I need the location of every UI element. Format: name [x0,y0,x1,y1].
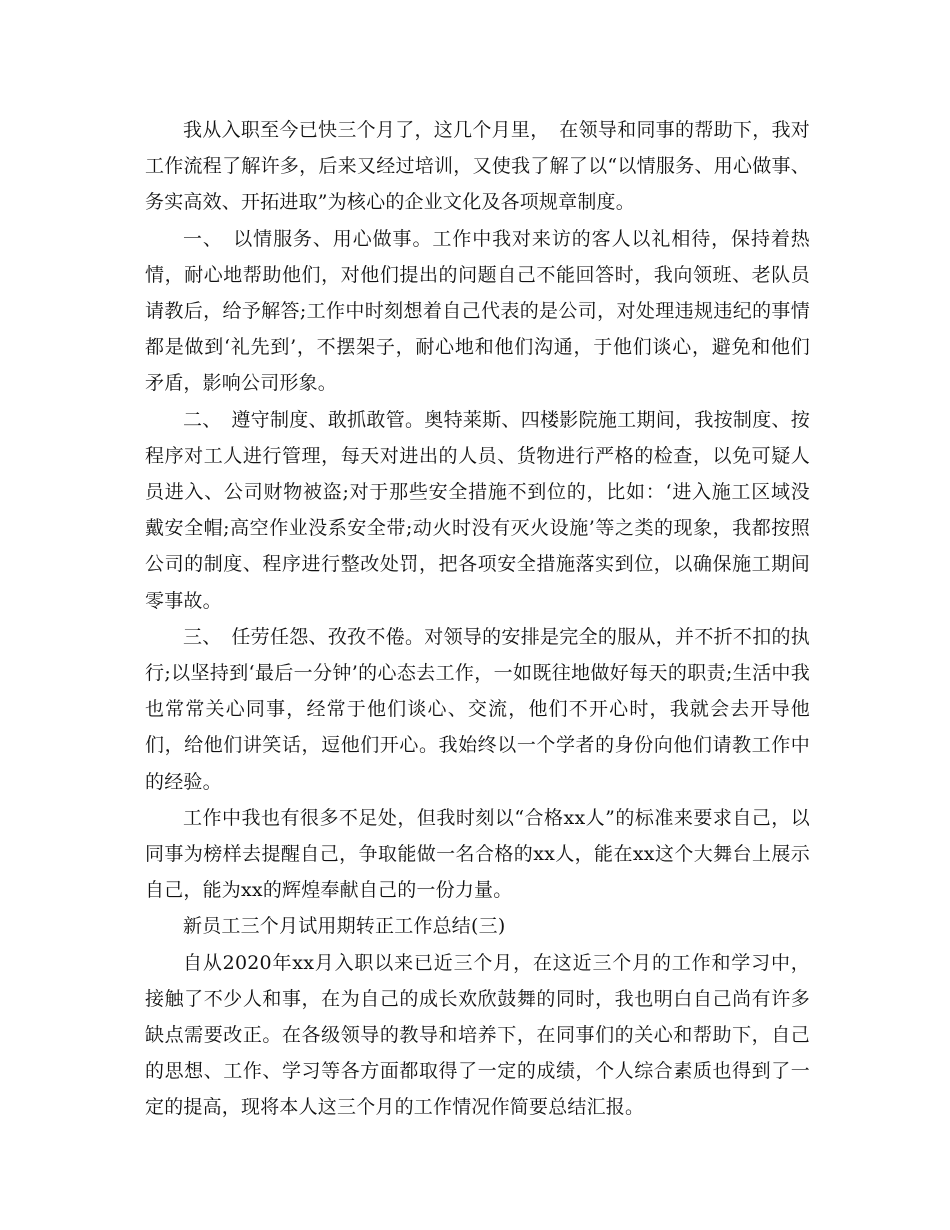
paragraph-point-two: 二、 遵守制度、敢抓敢管。奥特莱斯、四楼影院施工期间，我按制度、按程序对工人进行管理，每天对进出的人员、货物进行严格的检查，以免可疑人员进入、公司财物被盗;对于那些安全措施不到位的，比如：‘进入施工区域没戴安全帽;高空作业没系安全带;动火时没有灭火设施’等之类的现象，我都按照公司的制度、程序进行整改处罚，把各项安全措施落实到位，以确保施工期间零事故。 [145,408,810,612]
paragraph-intro: 我从入职至今已快三个月了，这几个月里， 在领导和同事的帮助下，我对工作流程了解许多，后来又经过培训，又使我了解了以“以情服务、用心做事、务实高效、开拓进取”为核心的企业文化及各项规章制度。 [145,119,810,214]
section-title: 新员工三个月试用期转正工作总结(三) [183,915,506,938]
document-body [145,112,810,1126]
paragraph-shortcomings: 工作中我也有很多不足处，但我时刻以“合格xx人”的标准来要求自己，以同事为榜样去提醒自己，争取能做一名合格的xx人，能在xx这个大舞台上展示自己，能为xx的辉煌奉献自己的一份力量。 [145,806,810,902]
paragraph-closing: 自从2020年xx月入职以来已近三个月，在这近三个月的工作和学习中，接触了不少人和事，在为自己的成长欢欣鼓舞的同时，我也明白自己尚有许多缺点需要改正。在各级领导的教导和培养下，在同事们的关心和帮助下，自己的思想、工作、学习等各方面都取得了一定的成绩，个人综合素质也得到了一定的提高，现将本人这三个月的工作情况作简要总结汇报。 [145,951,810,1119]
paragraph-point-three: 三、 任劳任怨、孜孜不倦。对领导的安排是完全的服从，并不折不扣的执行;以坚持到‘最后一分钟’的心态去工作，一如既往地做好每天的职责;生活中我也常常关心同事，经常于他们谈心、交流，他们不开心时，我就会去开导他们，给他们讲笑话，逗他们开心。我始终以一个学者的身份向他们请教工作中的经验。 [145,625,810,793]
paragraph-point-one: 一、 以情服务、用心做事。工作中我对来访的客人以礼相待，保持着热情，耐心地帮助他们，对他们提出的问题自己不能回答时，我向领班、老队员请教后，给予解答;工作中时刻想着自己代表的是公司，对处理违规违纪的事情都是做到‘礼先到’，不摆架子，耐心地和他们沟通，于他们谈心，避免和他们矛盾，影响公司形象。 [145,227,810,395]
